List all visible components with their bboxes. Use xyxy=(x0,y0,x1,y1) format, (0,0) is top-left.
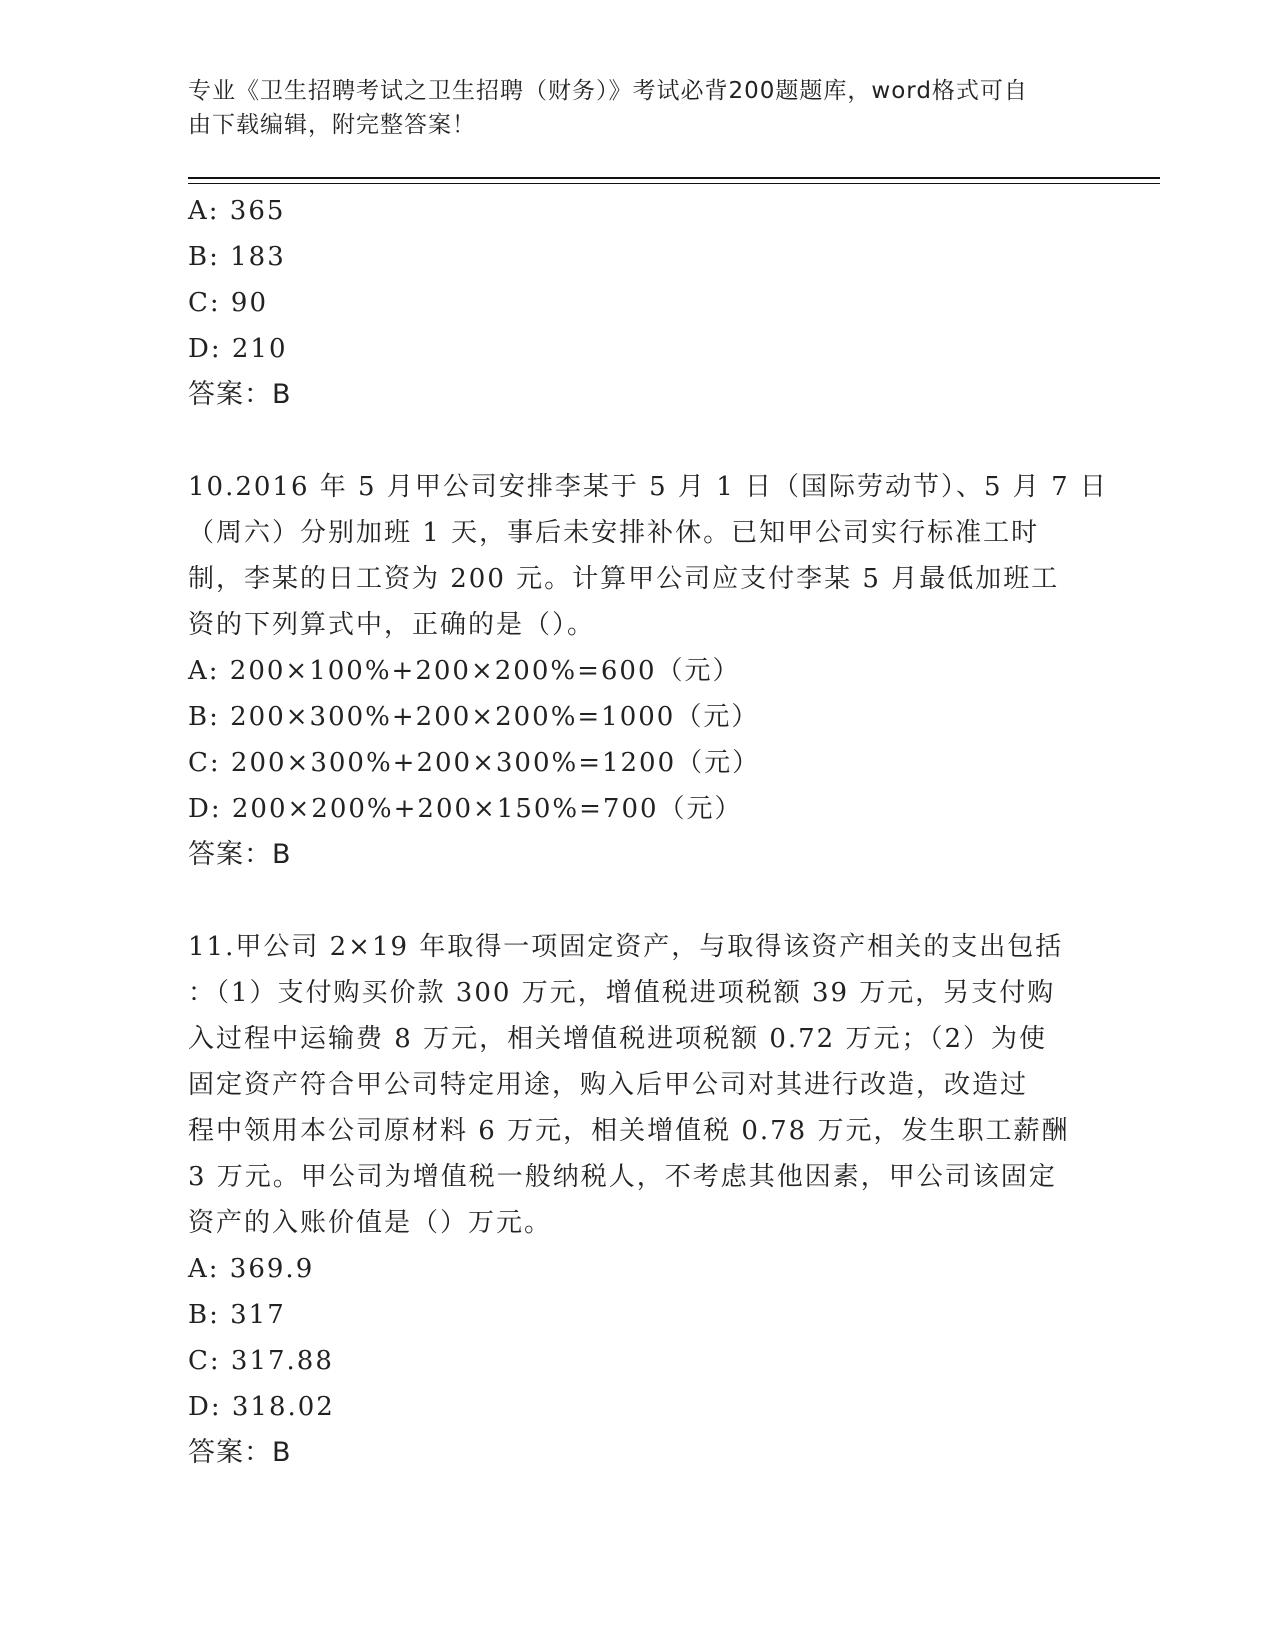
question-block-10 xyxy=(188,464,1108,878)
option-d: D: 318.02 xyxy=(188,1392,335,1422)
answer-label: 答案：B xyxy=(188,1437,292,1468)
question-line: 资产的入账价值是（）万元。 xyxy=(188,1208,553,1238)
document-body xyxy=(188,188,1108,1476)
question-line: 入过程中运输费 8 万元，相关增值税进项税额 0.72 万元；（2）为使 xyxy=(188,1024,1048,1054)
question-block-prev xyxy=(188,188,1088,418)
option-b: B: 200×300%+200×200%=1000（元） xyxy=(188,702,760,732)
question-line: 程中领用本公司原材料 6 万元，相关增值税 0.78 万元，发生职工薪酬 xyxy=(188,1116,1070,1146)
header-line-1: 专业《卫生招聘考试之卫生招聘（财务）》考试必背200题题库，word格式可自 xyxy=(188,78,1028,104)
option-c: C: 317.88 xyxy=(188,1346,334,1376)
answer-label: 答案：B xyxy=(188,839,292,870)
question-block-11 xyxy=(188,924,1088,1476)
option-c: C: 200×300%+200×300%=1200（元） xyxy=(188,748,761,778)
spacer xyxy=(188,878,1088,924)
question-line: 10.2016 年 5 月甲公司安排李某于 5 月 1 日（国际劳动节）、5 月 7 日 xyxy=(188,472,1108,502)
spacer xyxy=(188,418,1088,464)
option-b: B: 183 xyxy=(188,242,286,272)
question-line: （周六）分别加班 1 天，事后未安排补休。已知甲公司实行标准工时 xyxy=(188,518,1040,548)
question-line: 3 万元。甲公司为增值税一般纳税人，不考虑其他因素，甲公司该固定 xyxy=(188,1162,1057,1192)
header-divider-thick xyxy=(188,177,1160,179)
option-a: A: 200×100%+200×200%=600（元） xyxy=(188,656,741,686)
question-line: ：（1）支付购买价款 300 万元，增值税进项税额 39 万元，另支付购 xyxy=(188,978,1056,1008)
option-d: D: 200×200%+200×150%=700（元） xyxy=(188,794,743,824)
header-line-2: 由下载编辑，附完整答案！ xyxy=(188,112,476,138)
question-text xyxy=(188,924,1088,1246)
question-line: 固定资产符合甲公司特定用途，购入后甲公司对其进行改造，改造过 xyxy=(188,1070,1029,1100)
question-line: 制，李某的日工资为 200 元。计算甲公司应支付李某 5 月最低加班工 xyxy=(188,564,1060,594)
question-line: 11.甲公司 2×19 年取得一项固定资产，与取得该资产相关的支出包括 xyxy=(188,932,1064,962)
answer-label: 答案：B xyxy=(188,379,292,410)
option-c: C: 90 xyxy=(188,288,269,318)
option-d: D: 210 xyxy=(188,334,288,364)
header-divider-thin xyxy=(188,183,1160,184)
option-b: B: 317 xyxy=(188,1300,286,1330)
question-text xyxy=(188,464,1108,648)
option-a: A: 369.9 xyxy=(188,1254,315,1284)
document-header xyxy=(188,74,1068,142)
option-a: A: 365 xyxy=(188,196,286,226)
question-line: 资的下列算式中，正确的是（）。 xyxy=(188,610,596,640)
